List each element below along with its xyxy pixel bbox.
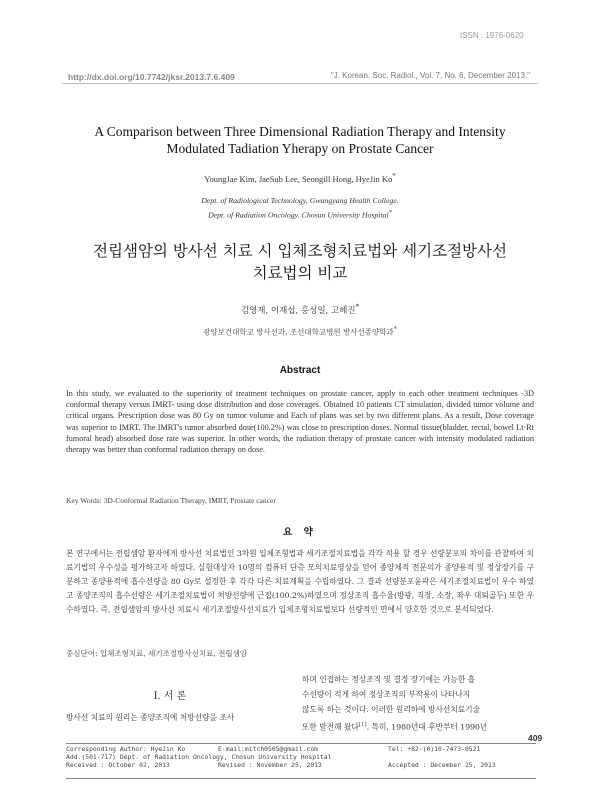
korean-affiliation-text: 광양보건대학교 방사선과, 조선대학교병원 방사선종양학과 [203,327,394,337]
intro-left-column: 방사선 치료의 원리는 종양조직에 처방선량을 조사 [66,713,235,722]
footer-row-dates [66,761,536,769]
section-heading-introduction: Ⅰ. 서 론 [153,691,187,702]
email: E-mail:mitch0505@gmail.com [218,745,319,753]
affiliation-line1: Dept. of Radiological Technology, Gwangyang Health College. [201,196,399,205]
korean-keywords: 중심단어: 입체조형치료, 세기조절방사선치료, 전립샘암 [66,649,248,658]
footer-info-box [66,743,536,779]
page-number: 409 [528,733,543,743]
intro-right-line4: 또한 발전해 왔다[1]. 특히, 1980년대 후반부터 1990년 [302,721,488,732]
korean-title-line1: 전립샘암의 방사선 치료 시 입체조형치료법와 세기조절방사선 [93,242,507,260]
english-affiliations [40,195,560,222]
korean-title-line2: 치료법의 비교 [252,264,348,282]
footer-row-contact [66,745,536,753]
korean-title [40,240,560,284]
english-authors [40,172,560,184]
korean-affiliation-mark: * [393,326,397,333]
intro-right-line3: 않도록 하는 것이다. 이러한 원리하에 방사선치료기술 [302,705,481,715]
korean-author-names: 김영재, 이재섭, 홍성일, 고혜진 [240,305,356,316]
korean-abstract-heading: 요 약 [283,527,317,538]
corresponding-author: Corresponding Author: HyeJin Ko [66,745,186,753]
english-title-line2: Modulated Tadiation Yherapy on Prostate Cancer [166,141,434,156]
address: Add.(501-717) Dept. of Radiation Oncology, Chosun University Hospital [66,753,332,762]
reference-citation[interactable]: [1] [358,721,367,728]
telephone: Tel: +82-(0)10-7473-0521 [388,745,481,753]
doi-link[interactable]: http://dx.doi.org/10.7742/jksr.2013.7.6.409 [68,72,235,82]
abstract-heading: Abstract [279,365,321,376]
affiliation-line2: Dept. of Radiation Oncology, Chosun University Hospital* [208,209,392,220]
intro-right-line1: 하며 인접하는 정상조직 및 결정 장기에는 가능한 흡 [302,675,476,684]
abstract-body: In this study, we evaluated to the superiority of treatment techniques on prostate cancer, apply to each other treatment techniques -3D conformal therapy versus IMRT- using dose distribution and dose coverages. Obtained 10 patients CT simulation, divided tumor volume and critical organs. Prescription dose was 80 Gy on tumor volume and Each of plans was set by two different plans. As a result, Dose coverage was superior to IMRT. The IMRT's tumor absorbed dose(100.2%) was close to prescription doses. Normal tissue(bladder, rectal, bowel Lt·Rt fumoral head) absorbed dose rate was superior. In other words, the radiation therapy of prostate cancer with intensity modulated radiation therapy was better than conformal radiation therapy on dose. [66,389,534,455]
journal-citation: "J. Korean. Soc. Radiol., Vol. 7, No. 6, December 2013." [330,71,530,80]
korean-affiliation [40,326,560,338]
english-title-line1: A Comparison between Three Dimensional Radiation Therapy and Intensity [94,124,506,139]
english-title [40,123,560,157]
english-keywords: Key Words: 3D-Conformal Radiation Therapy, IMRT, Prostate cancer [66,496,276,505]
footer-row-address [66,753,536,761]
received-date: Received : October 02, 2013 [66,761,170,770]
korean-abstract-body: 본 연구에서는 전립샘암 환자에게 방사선 치료법인 3차원 입체조형법과 세기조절치료법을 각각 적용 할 경우 선량분포의 차이를 관찰하여 치료기법의 우수성을 평가하고자 하였다. 실험대상자 10명의 컴퓨터 단층 모의치료영상을 얻어 종양체적 전문의가 종양용적 및 정상장기를 구분하고 종양용적에 흡수선량을 80 Gy로 설정한 후 각각 다른 치료계획을 수립하였다. 그 결과 선량분포윤곽은 세기조절치료법이 우수 하였고 종양조직의 흡수선량은 세기조절치료법이 처방선량에 근접(100.2%)하였으며 정상조직 흡수율(방광, 직장, 소장, 좌우 대퇴골두) 또한 우수하였다. 즉, 전립샘암의 방사선 치료시 세기조절방사선치료가 입체조형치료법보다 선량적인 면에서 양호한 것으로 분석되었다. [66,549,534,615]
english-author-names: YoungJae Kim, JaeSub Lee, Seongill Hong, HyeJin Ko [204,173,393,184]
accepted-date: Accepted : December 25, 2013 [388,761,496,770]
revised-date: Revised : November 25, 2013 [218,761,322,770]
issn: ISSN : 1976-0620 [460,31,524,40]
header-divider [62,83,538,84]
intro-right-line2: 수선량이 적게 하여 정상조직의 부작용이 나타나지 [302,690,471,700]
affiliation-mark: * [388,209,392,216]
korean-corresponding-mark: * [355,302,360,311]
korean-authors [40,302,560,316]
corresponding-mark: * [392,172,396,180]
intro-right-column [302,672,534,734]
